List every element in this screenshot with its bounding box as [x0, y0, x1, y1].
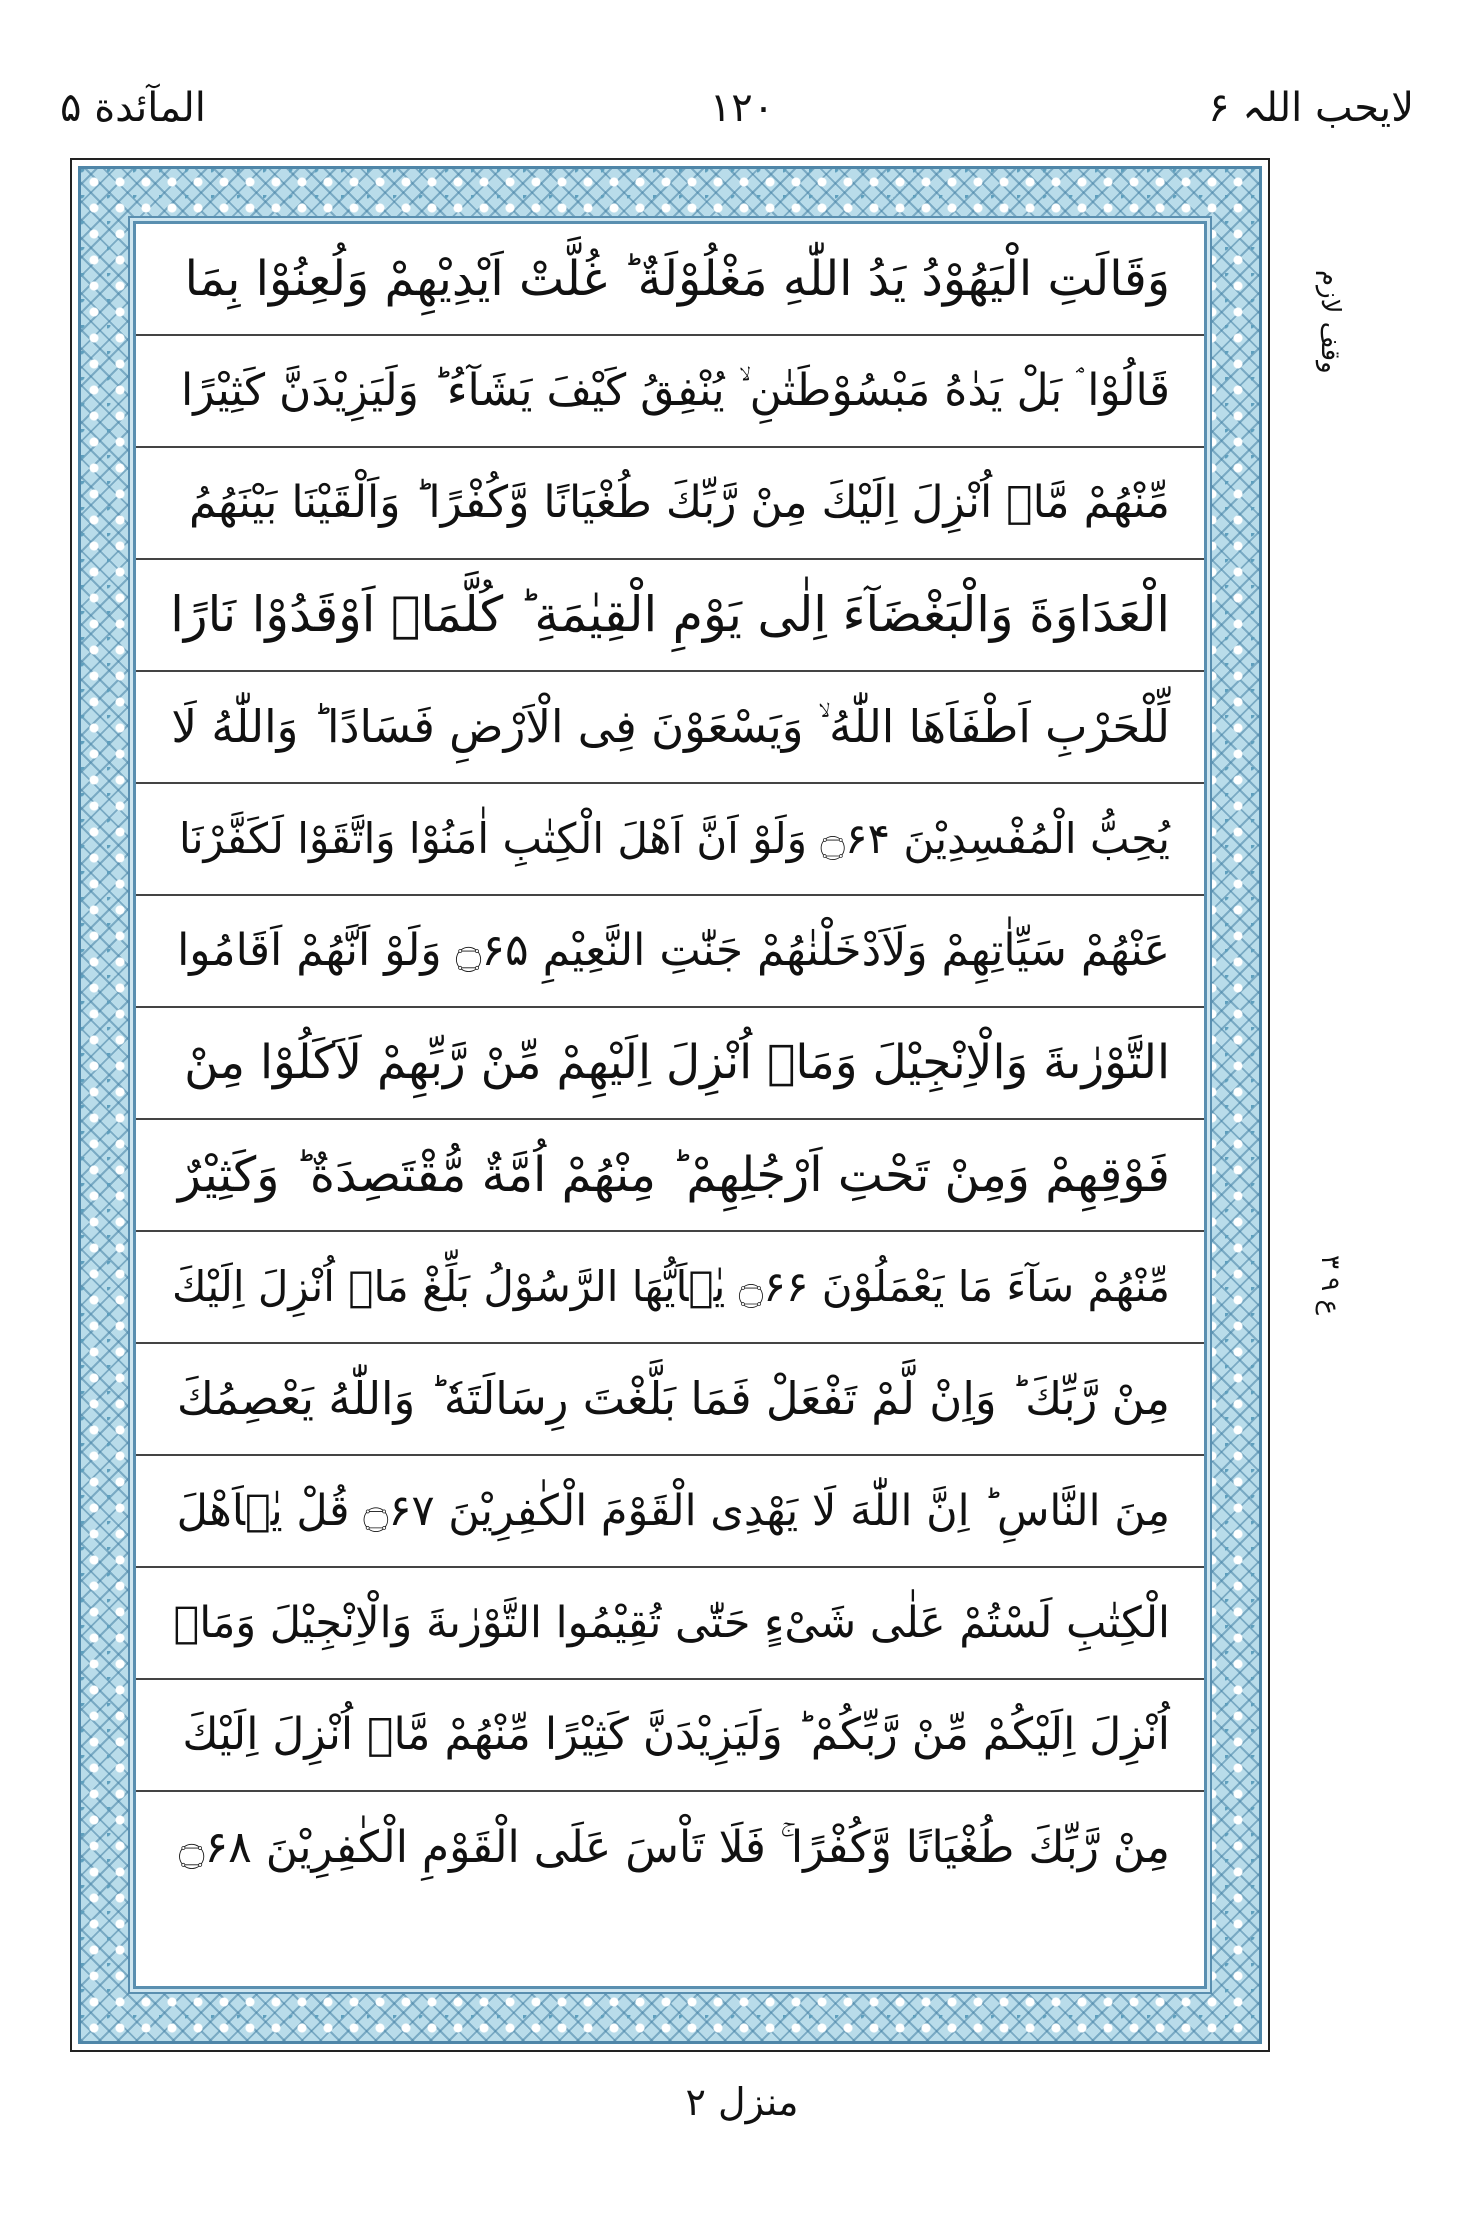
verse-text: مِنْ رَّبِّكَ ؕ وَاِنْ لَّمْ تَفْعَلْ فَمَا بَلَّغْتَ رِسَالَتَهٗ ؕ وَاللّٰهُ یَعْصِمُكَ — [176, 1372, 1170, 1425]
manzil-footer: منزل ۲ — [685, 2080, 799, 2124]
page-frame — [70, 158, 1270, 2052]
verse-line — [136, 1568, 1204, 1680]
verse-line — [136, 1456, 1204, 1568]
verse-text: مِّنْهُمْ مَّاۤ اُنْزِلَ اِلَیْكَ مِنْ رَّبِّكَ طُغْیَانًا وَّكُفْرًا ؕ وَاَلْقَیْنَا بَیْنَهُمُ — [189, 477, 1170, 528]
verse-line — [136, 1120, 1204, 1232]
verse-line — [136, 336, 1204, 448]
verse-line — [136, 1792, 1204, 1904]
verse-text: التَّوْرٰىةَ وَالْاِنْجِیْلَ وَمَاۤ اُنْزِلَ اِلَیْهِمْ مِّنْ رَّبِّهِمْ لَاَكَلُوْا مِنْ — [184, 1035, 1170, 1090]
verse-line — [136, 560, 1204, 672]
juz-name: لایحب اللہ ۶ — [1208, 85, 1414, 131]
verse-line — [136, 448, 1204, 560]
verse-text: لِّلْحَرْبِ اَطْفَاَهَا اللّٰهُ ۙ وَیَسْعَوْنَ فِی الْاَرْضِ فَسَادًا ؕ وَاللّٰهُ لَا — [171, 700, 1170, 753]
text-panel — [133, 221, 1207, 1989]
verse-line — [136, 784, 1204, 896]
page-header — [0, 0, 1484, 150]
verse-line — [136, 1344, 1204, 1456]
ruku-margin-note: ع ۹ ۳ — [1315, 1255, 1345, 1315]
verse-line — [136, 224, 1204, 336]
verse-line — [136, 1008, 1204, 1120]
verse-line — [136, 896, 1204, 1008]
verse-text: الْكِتٰبِ لَسْتُمْ عَلٰی شَیْءٍ حَتّٰی تُقِیْمُوا التَّوْرٰىةَ وَالْاِنْجِیْلَ وَمَاۤ — [173, 1598, 1170, 1648]
verse-text: قَالُوْا ۘ بَلْ یَدٰهُ مَبْسُوْطَتٰنِ ۙ یُنْفِقُ كَیْفَ یَشَآءُ ؕ وَلَیَزِیْدَنَّ كَثِیْرًا — [181, 365, 1170, 416]
verse-text: وَقَالَتِ الْیَهُوْدُ یَدُ اللّٰهِ مَغْلُوْلَةٌ ؕ غُلَّتْ اَیْدِیْهِمْ وَلُعِنُوْا بِمَا — [184, 251, 1170, 307]
verse-text: عَنْهُمْ سَیِّاٰتِهِمْ وَلَاَدْخَلْنٰهُمْ جَنّٰتِ النَّعِیْمِ ۝۶۵ وَلَوْ اَنَّهُمْ اَقَامُوا — [177, 925, 1170, 976]
verse-text: مِّنْهُمْ سَآءَ مَا یَعْمَلُوْنَ ۝۶۶ یٰۤاَیُّهَا الرَّسُوْلُ بَلِّغْ مَاۤ اُنْزِلَ اِلَیْكَ — [171, 1262, 1170, 1311]
verse-text: اُنْزِلَ اِلَیْكُمْ مِّنْ رَّبِّكُمْ ؕ وَلَیَزِیْدَنَّ كَثِیْرًا مِّنْهُمْ مَّاۤ اُنْزِلَ اِلَیْكَ — [182, 1709, 1170, 1760]
verse-line — [136, 1680, 1204, 1792]
verse-text: مِنَ النَّاسِ ؕ اِنَّ اللّٰهَ لَا یَهْدِی الْقَوْمَ الْكٰفِرِیْنَ ۝۶۷ قُلْ یٰۤاَهْلَ — [176, 1486, 1170, 1536]
verse-text: فَوْقِهِمْ وَمِنْ تَحْتِ اَرْجُلِهِمْ ؕ مِنْهُمْ اُمَّةٌ مُّقْتَصِدَةٌ ؕ وَكَثِیْرٌ — [177, 1147, 1170, 1203]
verse-text: یُحِبُّ الْمُفْسِدِیْنَ ۝۶۴ وَلَوْ اَنَّ اَهْلَ الْكِتٰبِ اٰمَنُوْا وَاتَّقَوْا لَكَفَّرْنَا — [179, 814, 1170, 863]
waqf-margin-note: وقف لازم — [1315, 270, 1345, 374]
verse-line — [136, 1232, 1204, 1344]
surah-name: المآئدة ۵ — [60, 85, 206, 131]
ornamental-border — [78, 166, 1262, 2044]
verse-text: مِنْ رَّبِّكَ طُغْیَانًا وَّكُفْرًا ۚ فَلَا تَاْسَ عَلَی الْقَوْمِ الْكٰفِرِیْنَ ۝۶۸ — [178, 1822, 1170, 1873]
verse-line — [136, 672, 1204, 784]
verse-text: الْعَدَاوَةَ وَالْبَغْضَآءَ اِلٰی یَوْمِ الْقِیٰمَةِ ؕ كُلَّمَاۤ اَوْقَدُوْا نَارًا — [170, 586, 1170, 643]
page-number: ۱۲۰ — [709, 85, 775, 131]
